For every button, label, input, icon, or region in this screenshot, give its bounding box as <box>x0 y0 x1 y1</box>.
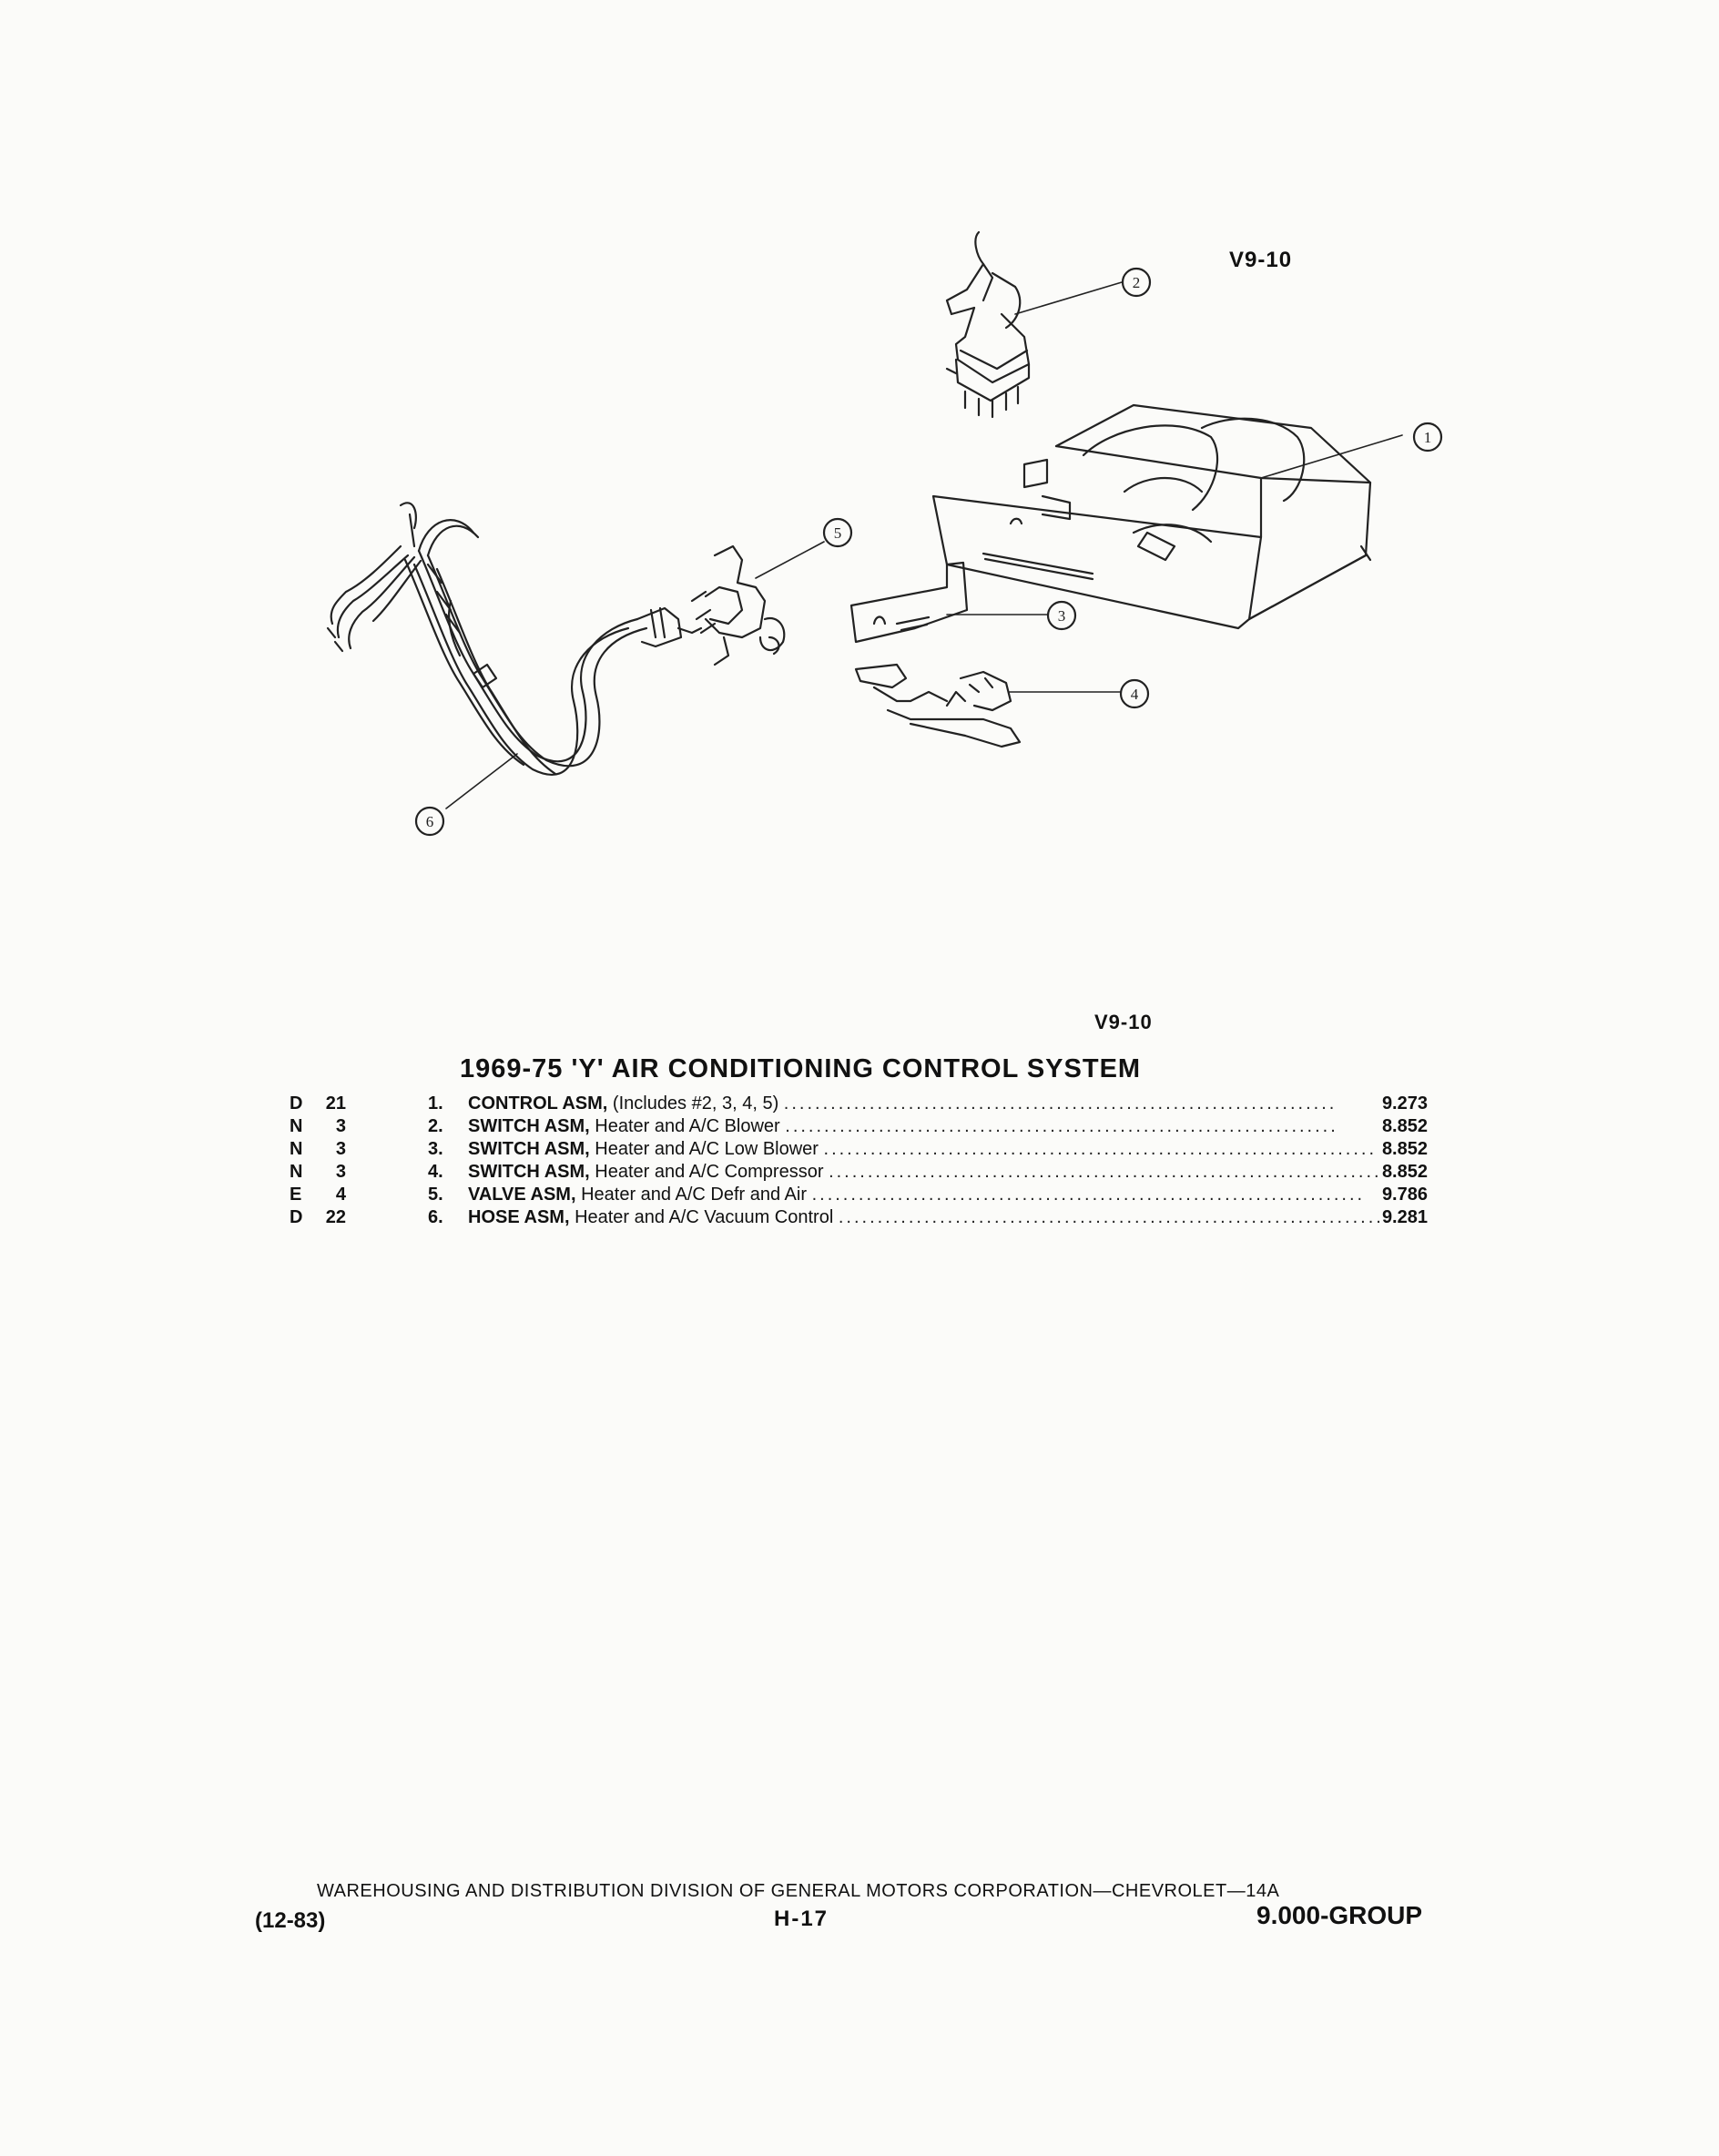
parts-row <box>290 1093 1437 1115</box>
exploded-parts-illustration <box>0 0 1719 983</box>
part-detail: Heater and A/C Compressor <box>595 1162 824 1182</box>
footer-page-number: H-17 <box>774 1907 829 1931</box>
item-number: 1. <box>428 1093 443 1114</box>
code-letter: D <box>290 1207 303 1227</box>
code-letter: N <box>290 1162 303 1182</box>
code-letter: D <box>290 1093 303 1114</box>
part-number-value: 9.786 <box>1381 1185 1428 1205</box>
part-name: VALVE ASM, <box>468 1185 576 1205</box>
parts-row <box>290 1184 1437 1206</box>
callout-number-4: 4 <box>1130 686 1139 703</box>
item-description: CONTROL ASM, (Includes #2, 3, 4, 5) ....................................................................... <box>468 1093 1338 1114</box>
part-number-value: 8.852 <box>1381 1116 1428 1136</box>
code-letter: N <box>290 1139 303 1159</box>
part-name: SWITCH ASM, <box>468 1116 590 1136</box>
part-detail: Heater and A/C Low Blower <box>595 1139 819 1159</box>
parts-row <box>290 1115 1437 1138</box>
item-number: 2. <box>428 1116 443 1136</box>
code-number: 3 <box>335 1139 346 1159</box>
part-detail: Heater and A/C Blower <box>595 1116 780 1136</box>
parts-list <box>290 1093 1437 1229</box>
callout-leader-5 <box>756 542 824 578</box>
part-number-value: 9.281 <box>1381 1207 1428 1227</box>
callout-leader-6 <box>446 754 517 808</box>
part-number-value: 8.852 <box>1381 1139 1428 1159</box>
part-detail: Heater and A/C Defr and Air <box>581 1185 808 1205</box>
footer-group: 9.000-GROUP <box>1256 1901 1423 1929</box>
section-title: 1969-75 'Y' AIR CONDITIONING CONTROL SYSTEM <box>460 1054 1142 1083</box>
low-blower-switch-drawing <box>851 563 967 642</box>
code-number: 21 <box>325 1093 346 1114</box>
callout-number-6: 6 <box>425 813 434 830</box>
item-description: SWITCH ASM, Heater and A/C Compressor ....................................................................... <box>468 1162 1382 1182</box>
part-number-value: 8.852 <box>1381 1162 1428 1182</box>
callout-number-5: 5 <box>833 524 842 542</box>
callout-number-3: 3 <box>1057 607 1066 625</box>
blower-switch-drawing <box>947 232 1029 417</box>
code-number: 4 <box>335 1185 346 1205</box>
footer-publisher-line: WAREHOUSING AND DISTRIBUTION DIVISION OF GENERAL MOTORS CORPORATION—CHEVROLET—14A <box>317 1881 1280 1901</box>
footer-date: (12-83) <box>255 1908 326 1933</box>
code-number: 22 <box>325 1207 346 1227</box>
part-name: CONTROL ASM, <box>468 1093 608 1114</box>
callout-leader-1 <box>1261 435 1402 478</box>
hose-assembly-drawing <box>328 503 701 775</box>
item-number: 5. <box>428 1185 443 1205</box>
control-assembly-drawing <box>933 405 1370 628</box>
part-detail: (Includes #2, 3, 4, 5) <box>612 1093 779 1114</box>
part-name: SWITCH ASM, <box>468 1139 590 1159</box>
parts-row <box>290 1138 1437 1161</box>
figure-code-top: V9-10 <box>1229 248 1293 272</box>
item-description: SWITCH ASM, Heater and A/C Blower ....................................................................... <box>468 1116 1338 1136</box>
code-letter: N <box>290 1116 303 1136</box>
code-number: 3 <box>335 1162 346 1182</box>
item-description: HOSE ASM, Heater and A/C Vacuum Control ....................................................................... <box>468 1207 1392 1227</box>
parts-row <box>290 1206 1437 1229</box>
part-number-value: 9.273 <box>1381 1093 1428 1114</box>
valve-assembly-drawing <box>692 546 784 665</box>
part-name: HOSE ASM, <box>468 1207 570 1227</box>
callout-number-1: 1 <box>1423 429 1432 446</box>
part-name: SWITCH ASM, <box>468 1162 590 1182</box>
item-description: SWITCH ASM, Heater and A/C Low Blower ....................................................................... <box>468 1139 1378 1159</box>
item-description: VALVE ASM, Heater and A/C Defr and Air ....................................................................... <box>468 1185 1366 1205</box>
figure-code: V9-10 <box>1094 1011 1153 1033</box>
code-number: 3 <box>335 1116 346 1136</box>
item-number: 6. <box>428 1207 443 1227</box>
compressor-switch-drawing <box>856 665 1020 747</box>
code-letter: E <box>290 1185 302 1205</box>
part-detail: Heater and A/C Vacuum Control <box>575 1207 834 1227</box>
callout-number-2: 2 <box>1132 274 1141 291</box>
callout-leader-2 <box>1015 282 1122 314</box>
item-number: 4. <box>428 1162 443 1182</box>
parts-row <box>290 1161 1437 1184</box>
item-number: 3. <box>428 1139 443 1159</box>
